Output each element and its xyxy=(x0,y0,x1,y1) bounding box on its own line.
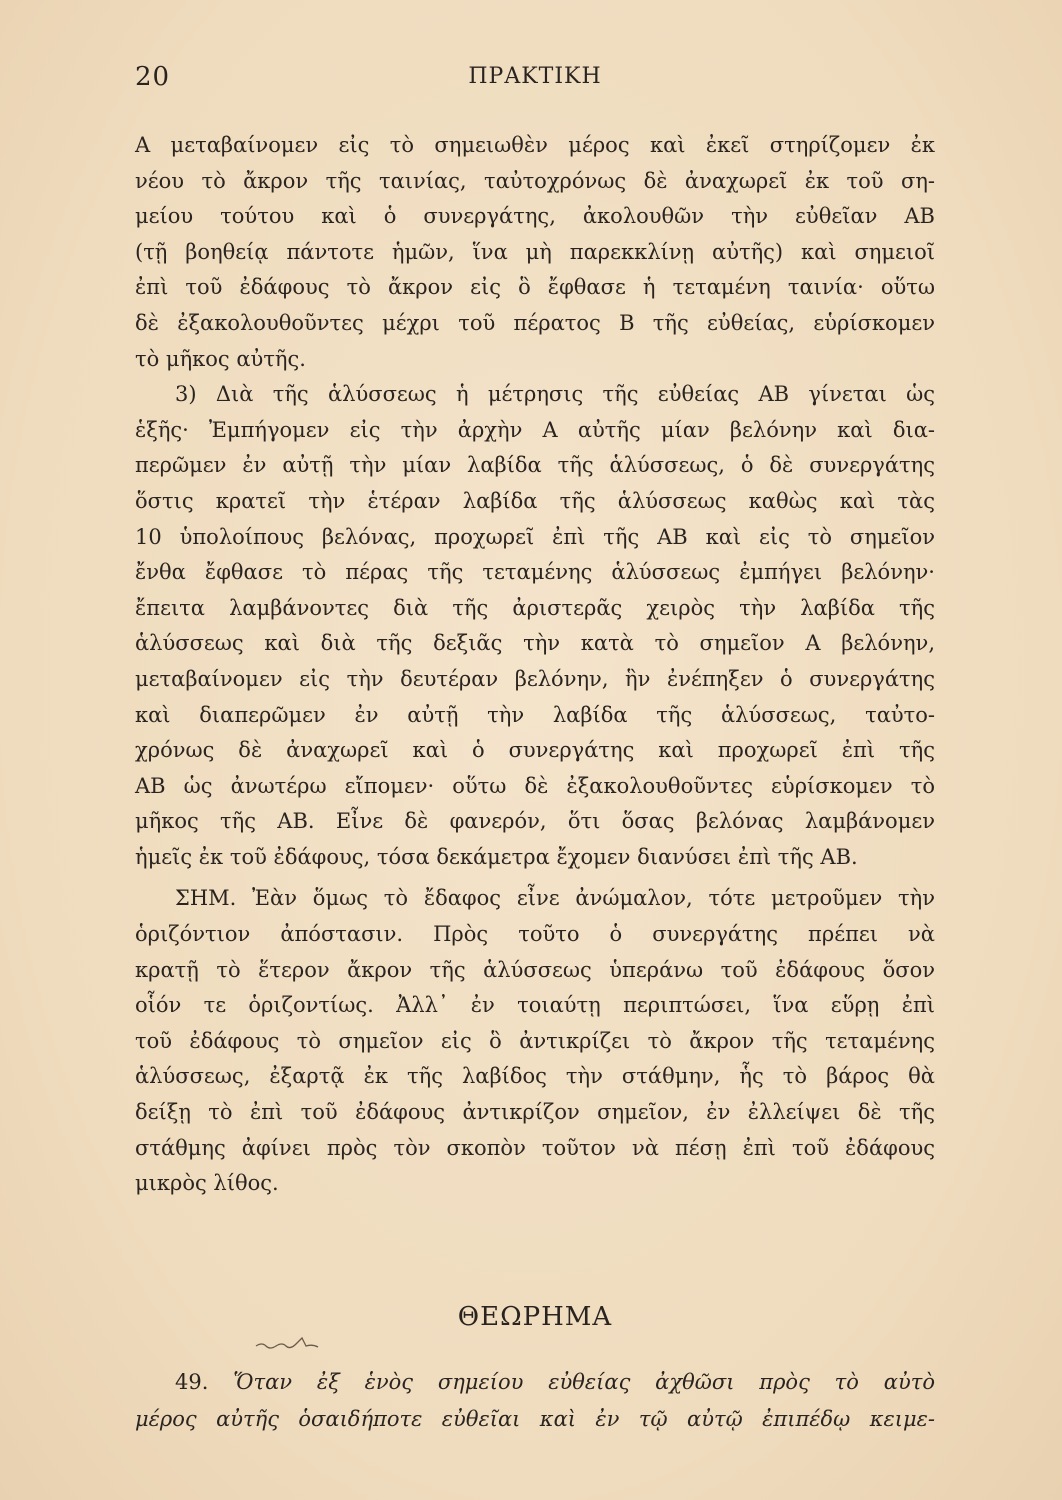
text-line: ὅστις κρατεῖ τὴν ἑτέραν λαβίδα τῆς ἁλύσσεως καθὼς καὶ τὰς xyxy=(135,488,935,513)
text-line: στάθμης ἀφίνει πρὸς τὸν σκοπὸν τοῦτον νὰ πέσῃ ἐπὶ τοῦ ἐδάφους xyxy=(135,1135,935,1160)
section-heading: ΘΕΩΡΗΜΑ xyxy=(457,1302,613,1332)
page-header xyxy=(135,62,935,102)
text-line: ἡμεῖς ἐκ τοῦ ἐδάφους, τόσα δεκάμετρα ἔχομεν διανύσει ἐπὶ τῆς ΑΒ. xyxy=(135,844,858,869)
page-number: 20 xyxy=(135,62,171,92)
text-line: μείου τούτου καὶ ὁ συνεργάτης, ἀκολουθῶν τὴν εὐθεῖαν ΑΒ xyxy=(135,204,935,229)
text-line: κρατῇ τὸ ἕτερον ἄκρον τῆς ἁλύσσεως ὑπεράνω τοῦ ἐδάφους ὅσον xyxy=(135,957,935,982)
theorem-line xyxy=(135,1401,935,1438)
text-line: μῆκος τῆς ΑΒ. Εἶνε δὲ φανερόν, ὅτι ὅσας βελόνας λαμβάνομεν xyxy=(135,809,935,834)
text-line: δὲ ἐξακολουθοῦντες μέχρι τοῦ πέρατος Β τῆς εὐθείας, εὑρίσκομεν xyxy=(135,310,935,335)
text-line: τὸ μῆκος αὐτῆς. xyxy=(135,346,306,371)
text-line: οἷόν τε ὁριζοντίως. Ἀλλ᾿ ἐν τοιαύτῃ περιπτώσει, ἵνα εὕρῃ ἐπὶ xyxy=(135,993,935,1018)
note-line: ΣΗΜ. Ἐὰν ὅμως τὸ ἔδαφος εἶνε ἀνώμαλον, τότε μετροῦμεν τὴν xyxy=(175,886,935,911)
ornament-flourish xyxy=(254,1334,324,1352)
theorem-block xyxy=(135,1364,935,1438)
text-line: καὶ διαπερῶμεν ἐν αὐτῇ τὴν λαβίδα τῆς ἁλύσσεως, ταὐτο- xyxy=(135,702,935,727)
text-line: ἔνθα ἔφθασε τὸ πέρας τῆς τεταμένης ἁλύσσεως ἐμπήγει βελόνην· xyxy=(135,560,935,585)
body-text xyxy=(135,128,935,1202)
text-line: ἐπὶ τοῦ ἐδάφους τὸ ἄκρον εἰς ὃ ἔφθασε ἡ τεταμένη ταινία· οὕτω xyxy=(135,275,935,300)
text-line: τοῦ ἐδάφους τὸ σημεῖον εἰς ὃ ἀντικρίζει τὸ ἄκρον τῆς τεταμένης xyxy=(135,1028,935,1053)
text-line: (τῇ βοηθείᾳ πάντοτε ἡμῶν, ἵνα μὴ παρεκκλίνῃ αὐτῆς) καὶ σημειοῖ xyxy=(135,239,935,264)
theorem-line xyxy=(135,1364,935,1401)
text-line: Α μεταβαίνομεν εἰς τὸ σημειωθὲν μέρος καὶ ἐκεῖ στηρίζομεν ἐκ xyxy=(135,133,935,157)
text-line: περῶμεν ἐν αὐτῇ τὴν μίαν λαβίδα τῆς ἁλύσσεως, ὁ δὲ συνεργάτης xyxy=(135,453,935,478)
text-line: νέου τὸ ἄκρον τῆς ταινίας, ταὐτοχρόνως δὲ ἀναχωρεῖ ἐκ τοῦ ση- xyxy=(135,168,935,193)
theorem-text: μέρος αὐτῆς ὁσαιδήποτε εὐθεῖαι καὶ ἐν τῷ αὐτῷ ἐπιπέδῳ κειμε- xyxy=(135,1407,935,1431)
running-title: ΠΡΑΚΤΙΚΗ xyxy=(468,64,602,89)
text-line: μικρὸς λίθος. xyxy=(135,1171,279,1196)
text-line: ἑξῆς· Ἐμπήγομεν εἰς τὴν ἀρχὴν Α αὐτῆς μίαν βελόνην καὶ δια- xyxy=(135,417,935,442)
text-line: 3) Διὰ τῆς ἁλύσσεως ἡ μέτρησις τῆς εὐθείας ΑΒ γίνεται ὡς xyxy=(175,382,935,407)
text-line: δείξῃ τὸ ἐπὶ τοῦ ἐδάφους ἀντικρίζον σημεῖον, ἐν ἐλλείψει δὲ τῆς xyxy=(135,1100,935,1125)
theorem-number: 49. xyxy=(175,1370,209,1394)
theorem-text: Ὅταν ἐξ ἑνὸς σημείου εὐθείας ἀχθῶσι πρὸς τὸ αὐτὸ xyxy=(233,1370,935,1394)
text-line: 10 ὑπολοίπους βελόνας, προχωρεῖ ἐπὶ τῆς ΑΒ καὶ εἰς τὸ σημεῖον xyxy=(135,524,935,549)
text-line: ἔπειτα λαμβάνοντες διὰ τῆς ἀριστερᾶς χειρὸς τὴν λαβίδα τῆς xyxy=(135,595,935,620)
text-line: μεταβαίνομεν εἰς τὴν δευτέραν βελόνην, ἣν ἐνέπηξεν ὁ συνεργάτης xyxy=(135,666,935,691)
text-line: ΑΒ ὡς ἀνωτέρω εἴπομεν· οὕτω δὲ ἐξακολουθοῦντες εὑρίσκομεν τὸ xyxy=(135,773,935,798)
text-line: ἁλύσσεως, ἐξαρτᾷ ἐκ τῆς λαβίδος τὴν στάθμην, ἧς τὸ βάρος θὰ xyxy=(135,1064,935,1089)
text-line: ἁλύσσεως καὶ διὰ τῆς δεξιᾶς τὴν κατὰ τὸ σημεῖον Α βελόνην, xyxy=(135,631,935,656)
text-line: χρόνως δὲ ἀναχωρεῖ καὶ ὁ συνεργάτης καὶ προχωρεῖ ἐπὶ τῆς xyxy=(135,738,935,763)
text-line: ὁριζόντιον ἀπόστασιν. Πρὸς τοῦτο ὁ συνεργάτης πρέπει νὰ xyxy=(135,922,935,947)
